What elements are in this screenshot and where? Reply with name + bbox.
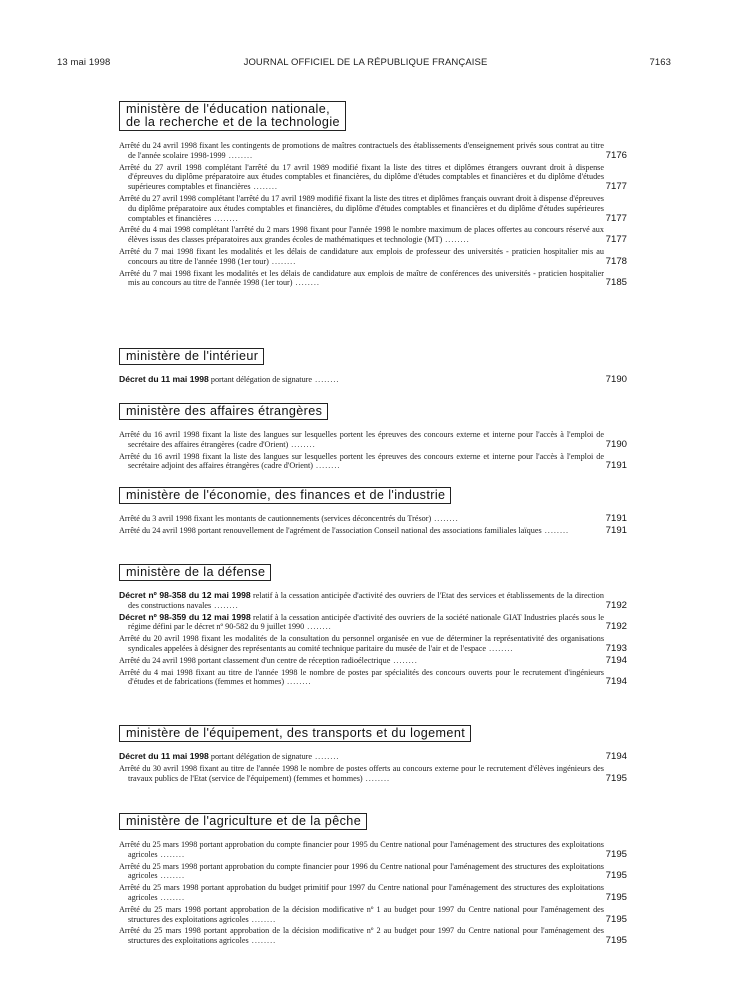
ministry-section (119, 486, 627, 536)
ministry-title-line: ministère de l'économie, des finances et de l'industrie (126, 488, 446, 502)
entry-page-number: 7192 (605, 599, 627, 611)
ministry-section (119, 812, 627, 947)
entry-page-number: 7190 (605, 438, 627, 450)
entry-page-number: 7177 (605, 212, 627, 224)
toc-entry[interactable] (119, 246, 627, 267)
entry-page-number: 7191 (605, 524, 627, 536)
dot-leader: ........ (390, 655, 418, 665)
dot-leader: ........ (292, 278, 320, 288)
toc-entry[interactable] (119, 840, 627, 860)
toc-entry[interactable] (119, 225, 627, 246)
entry-text: Arrêté du 24 avril 1998 fixant les contingents de promotions de maîtres contractuels des établissements d'enseignement privés sous contrat au titre de l'année scolaire 1998-1999 (119, 141, 604, 160)
page-number: 7163 (649, 57, 671, 68)
entry-text: Arrêté du 16 avril 1998 fixant la liste des langues sur lesquelles portent les épreuves des concours externe et interne pour l'accès à l'emploi de secrétaire des affaires étrangères (cadre d'Orient) (119, 430, 604, 449)
dot-leader: ........ (211, 213, 239, 223)
ministry-title (119, 487, 451, 504)
ministry-title-line: ministère de l'éducation nationale, (126, 102, 331, 116)
dot-leader: ........ (541, 525, 570, 535)
ministry-section (119, 563, 627, 688)
entry-text: Arrêté du 25 mars 1998 portant approbation du budget primitif pour 1997 du Centre national pour l'aménagement des structures des exploitations agricoles (119, 883, 604, 902)
entry-page-number: 7177 (605, 181, 627, 193)
dot-leader: ........ (211, 600, 239, 610)
toc-entry[interactable] (119, 861, 627, 882)
entry-text: Arrêté du 25 mars 1998 portant approbation de la décision modificative nº 2 au budget pour 1997 du Centre national pour l'aménagement des structures des exploitations agricoles (119, 926, 604, 946)
entry-page-number: 7191 (605, 513, 627, 524)
entry-text: Arrêté du 7 mai 1998 fixant les modalités et les délais de candidature aux emplois de maître de conférences des universités - praticien hospitalier mis au concours au titre de l'année 1998 (1er tour) (119, 268, 604, 288)
dot-leader: ........ (248, 936, 277, 946)
toc-entry[interactable] (119, 524, 627, 536)
toc-entry[interactable] (119, 654, 627, 666)
entry-page-number: 7195 (605, 848, 627, 860)
ministry-title (119, 813, 367, 830)
entry-text: portant délégation de signature (208, 375, 313, 384)
entry-decree-title: Décret nº 98-358 du 12 mai 1998 (119, 590, 251, 600)
entry-page-number: 7195 (605, 891, 627, 903)
dot-leader: ........ (431, 514, 459, 523)
entry-text: Arrêté du 30 avril 1998 fixant au titre de l'année 1998 le nombre de postes offerts au concours externe pour le recrutement d'élèves ingénieurs des travaux publics de l'Etat (service de l'équipement) (femmes et hommes) (119, 763, 604, 783)
ministry-title-line: ministère de l'intérieur (126, 349, 259, 363)
toc-entry[interactable] (119, 451, 627, 472)
entry-text: portant délégation de signature (208, 752, 313, 761)
ministry-title (119, 348, 264, 365)
entry-page-number: 7178 (605, 255, 627, 267)
entry-decree-title: Décret nº 98-359 du 12 mai 1998 (119, 611, 251, 622)
journal-title: JOURNAL OFFICIEL DE LA RÉPUBLIQUE FRANÇAISE (243, 57, 488, 68)
dot-leader: ........ (157, 871, 185, 881)
entry-text: Arrêté du 4 mai 1998 complétant l'arrêté du 2 mars 1998 fixant pour l'année 1998 le nombre maximum de places offertes au concours réservé aux élèves issus des classes préparatoires aux grandes écoles de mathématiques et technologie (MT) (119, 225, 604, 245)
entry-page-number: 7177 (605, 234, 627, 246)
ministry-title (119, 403, 328, 420)
entry-page-number: 7192 (605, 621, 627, 633)
ministry-title (119, 725, 471, 742)
entry-page-number: 7195 (605, 913, 627, 925)
dot-leader: ........ (157, 892, 185, 902)
dot-leader: ........ (442, 235, 470, 245)
toc-entry[interactable] (119, 611, 627, 633)
ministry-title-line: ministère de l'agriculture et de la pêche (126, 814, 362, 828)
ministry-title-line: ministère de l'équipement, des transports et du logement (126, 726, 466, 740)
toc-entry[interactable] (119, 926, 627, 947)
toc-entry[interactable] (119, 883, 627, 903)
ministry-title-line: ministère de la défense (126, 565, 266, 579)
entry-text: Arrêté du 24 avril 1998 portant renouvellement de l'agrément de l'association Conseil national des associations familiales laïques (119, 525, 542, 535)
toc-entry[interactable] (119, 667, 627, 688)
dot-leader: ........ (284, 677, 312, 687)
entry-text: relatif à la cessation anticipée d'activité des ouvriers de la société nationale GIAT Industries placés sous le régime défini par le décret nº 90-582 du 9 juillet 1990 (128, 612, 604, 632)
toc-entry[interactable] (119, 904, 627, 925)
entry-text: Arrêté du 4 mai 1998 fixant au titre de l'année 1998 le nombre de postes par spécialités des concours ouverts pour le recrutement d'ingénieurs d'études et de fabrications (femmes et hommes) (119, 667, 604, 687)
entry-page-number: 7195 (605, 935, 627, 947)
dot-leader: ........ (312, 375, 340, 384)
entry-page-number: 7185 (605, 277, 627, 289)
toc-entry[interactable] (119, 590, 627, 611)
entry-text: relatif à la cessation anticipée d'activité des ouvriers de l'Etat des services et établissements de la direction des constructions navales (128, 591, 604, 610)
toc-entry[interactable] (119, 430, 627, 450)
ministry-section (119, 402, 627, 472)
dot-leader: ........ (486, 643, 514, 653)
entry-page-number: 7193 (605, 642, 627, 654)
entry-text: Arrêté du 25 mars 1998 portant approbation du compte financier pour 1996 du Centre national pour l'aménagement des structures des exploitations agricoles (119, 861, 604, 881)
entry-page-number: 7194 (605, 751, 627, 762)
entry-decree-title: Décret du 11 mai 1998 (119, 374, 209, 384)
ministry-section (119, 347, 627, 385)
entry-page-number: 7190 (605, 374, 627, 385)
entry-text: Arrêté du 7 mai 1998 fixant les modalités et les délais de candidature aux emplois de professeur des universités - praticien hospitalier mis au concours au titre de l'année 1998 (1er tour) (119, 246, 604, 266)
entry-page-number: 7194 (605, 654, 627, 666)
entry-page-number: 7195 (605, 870, 627, 882)
ministry-title-line: ministère des affaires étrangères (126, 404, 323, 418)
toc-entry[interactable] (119, 751, 627, 762)
entry-page-number: 7195 (605, 772, 627, 784)
dot-leader: ........ (312, 752, 340, 761)
entry-page-number: 7176 (605, 149, 627, 161)
toc-entry[interactable] (119, 193, 627, 224)
entry-page-number: 7194 (605, 676, 627, 688)
entry-text: Arrêté du 20 avril 1998 fixant les modalités de la consultation du personnel organisée en vue de déterminer la représentativité des organisations syndicales appelées à désigner des représentants au comité technique paritaire du musée de l'air et de l'espace (119, 634, 604, 653)
entry-text: Arrêté du 25 mars 1998 portant approbation du compte financier pour 1995 du Centre national pour l'aménagement des structures des exploitations agricoles (119, 840, 604, 859)
toc-entry[interactable] (119, 162, 627, 193)
ministry-section (119, 101, 627, 289)
dot-leader: ........ (225, 150, 254, 160)
ministry-section (119, 724, 627, 784)
entry-page-number: 7191 (605, 460, 627, 472)
toc-entry[interactable] (119, 634, 627, 654)
dot-leader: ........ (157, 849, 185, 859)
issue-date: 13 mai 1998 (57, 57, 111, 68)
dot-leader: ........ (248, 914, 277, 924)
entry-text: Arrêté du 3 avril 1998 fixant les montants de cautionnements (services déconcentrés du Trésor) (119, 514, 432, 523)
entry-text: Arrêté du 27 avril 1998 complétant l'arrêté du 17 avril 1989 modifié fixant la liste des titres et diplômes français ouvrant droit à dispense d'épreuves du diplôme préparatoire aux études comptables et financières, du diplôme d'études comptables et financières et du diplôme d'études supérieures comptables et financières (119, 193, 604, 223)
ministry-title-line: de la recherche et de la technologie (126, 115, 340, 129)
entry-text: Arrêté du 16 avril 1998 fixant la liste des langues sur lesquelles portent les épreuves des concours externe et interne pour l'accès à l'emploi de secrétaire adjoint des affaires étrangères (cadre d'Orient) (119, 451, 604, 471)
toc-entry[interactable] (119, 268, 627, 289)
entry-decree-title: Décret du 11 mai 1998 (119, 751, 209, 761)
toc-entry[interactable] (119, 141, 627, 161)
entry-text: Arrêté du 25 mars 1998 portant approbation de la décision modificative nº 1 au budget pour 1997 du Centre national pour l'aménagement des structures des exploitations agricoles (119, 904, 604, 924)
dot-leader: ........ (250, 182, 278, 192)
dot-leader: ........ (288, 439, 316, 449)
toc-entry[interactable] (119, 763, 627, 784)
ministry-title (119, 101, 346, 131)
entry-text: Arrêté du 27 avril 1998 complétant l'arrêté du 17 avril 1989 modifié fixant la liste des titres et diplômes étrangers ouvrant droit à dispense d'épreuves du diplôme préparatoire aux études comptables et financières, du diplôme d'études comptables et financières et du diplôme d'études supérieures comptables et financières (119, 162, 604, 192)
dot-leader: ........ (304, 622, 332, 632)
toc-entry[interactable] (119, 513, 627, 524)
dot-leader: ........ (268, 256, 297, 266)
toc-entry[interactable] (119, 374, 627, 385)
ministry-title (119, 564, 271, 581)
dot-leader: ........ (362, 773, 391, 783)
entry-text: Arrêté du 24 avril 1998 portant classement d'un centre de réception radioélectrique (119, 655, 391, 665)
dot-leader: ........ (313, 461, 341, 471)
